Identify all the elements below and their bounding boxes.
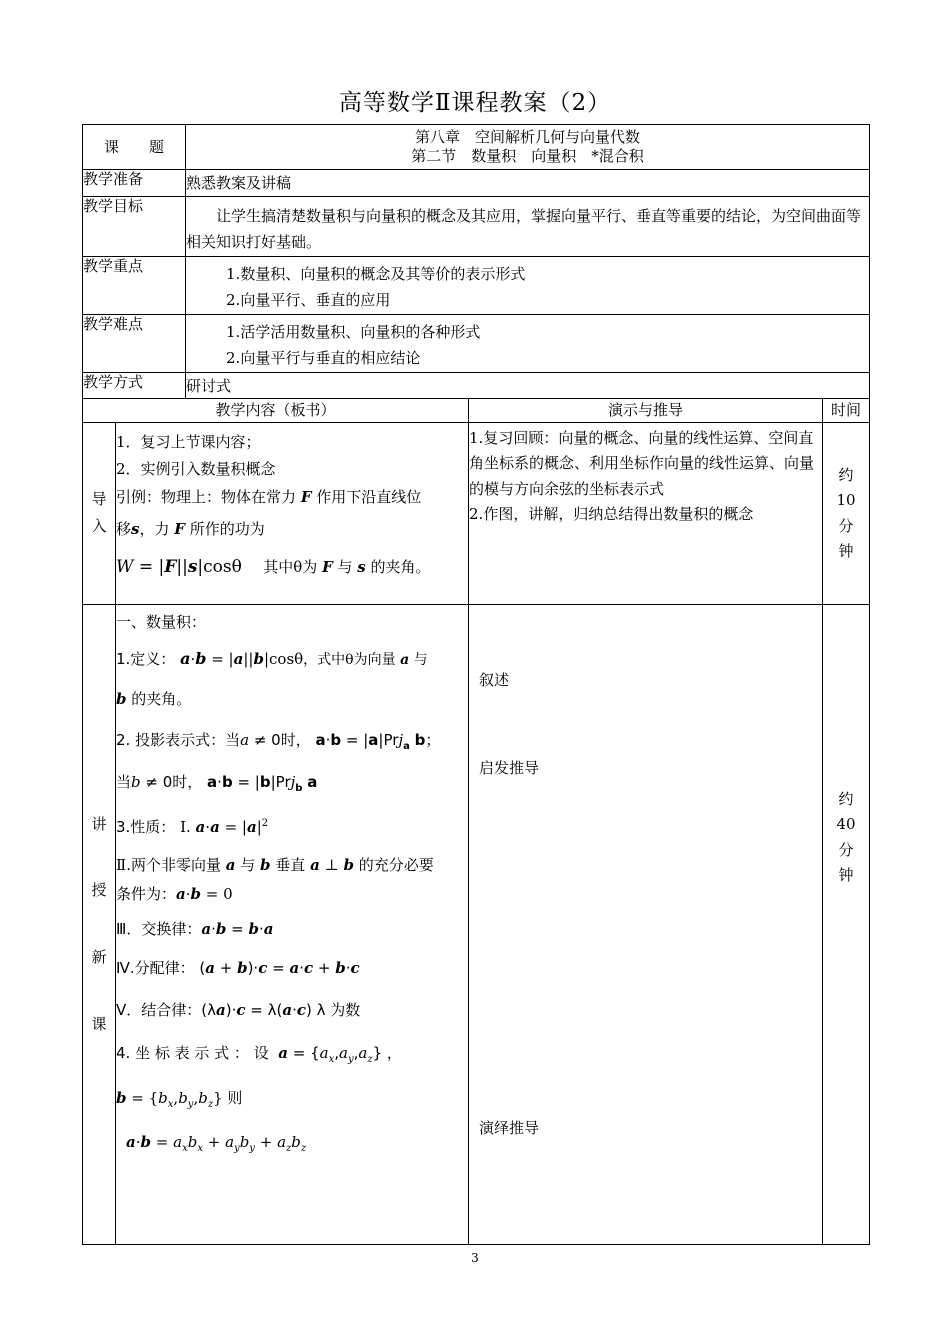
topic-label: 课 题 [83, 125, 186, 170]
key-label: 教学重点 [83, 256, 186, 314]
column-header-demo: 演示与推导 [469, 398, 823, 422]
intro-content [116, 422, 469, 604]
intro-example: 引例：物理上：物体在常力 F 作用下沿直线位 [116, 488, 422, 506]
difficulty-point-2: 2.向量平行与垂直的相应结论 [226, 348, 421, 367]
property-5: Ⅴ．结合律：(λa)·c = λ(a·c) λ 为数 [116, 1001, 361, 1020]
intro-demo-1: 1.复习回顾：向量的概念、向量的线性运算、空间直角坐标系的概念、利用坐标作向量的线性运算、向量的模与方向余弦的坐标表示式 [469, 428, 815, 498]
key-point-1: 1.数量积、向量积的概念及其等价的表示形式 [226, 264, 526, 283]
lecture-demo-3: 演绎推导 [479, 1118, 540, 1137]
example-label: 引例：物理上： [116, 488, 222, 506]
method-label: 教学方式 [83, 372, 186, 398]
intro-example-cont: 移s，力 F 所作的功为 [116, 519, 265, 538]
coordinate-line-2: $b = \{b_x,b_y,b_z\}$ 则 [116, 1088, 243, 1110]
intro-side-label: 导 入 [83, 422, 116, 604]
lesson-plan-table [82, 124, 870, 1245]
property-4: Ⅳ.分配律： (a + b)·c = a·c + b·c [116, 958, 360, 977]
coordinate-result: $a\cdot b = a_xb_x + a_yb_y + a_zb_z$ [126, 1133, 307, 1154]
projection-line-2: 当b ≠ 0时， a·b = |b|Prj$_b$ a [116, 773, 318, 794]
lecture-heading: 一、数量积： [116, 612, 207, 631]
goal-value: 让学生搞清楚数量积与向量积的概念及其应用，掌握向量平行、垂直等重要的结论，为空间曲面等相关知识打好基础。 [186, 197, 870, 257]
definition-line: 1.定义： a·b = |a||b|cosθ，式中θ为向量 a 与 [116, 649, 428, 669]
property-1: 3.性质： Ⅰ. $a\cdot a = |a|^2$ [116, 817, 269, 836]
difficulty-point-1: 1.活学活用数量积、向量积的各种形式 [226, 322, 481, 341]
column-header-time: 时间 [823, 398, 870, 422]
property-2: Ⅱ.两个非零向量 a 与 b 垂直 a ⊥ b 的充分必要 [116, 856, 434, 875]
difficulty-label: 教学难点 [83, 314, 186, 372]
page-title: 高等数学Ⅱ课程教案（2） [338, 90, 612, 116]
property-2-cond: 条件为：a·b = 0 [116, 885, 233, 903]
intro-demo [469, 422, 823, 604]
column-header-content: 教学内容（板书） [83, 398, 469, 422]
lecture-content [116, 604, 469, 1244]
difficulty-points [186, 314, 870, 372]
topic-value [186, 125, 870, 170]
intro-demo-2: 2.作图，讲解，归纳总结得出数量积的概念 [469, 505, 754, 523]
definition-note: b 的夹角。 [116, 689, 192, 708]
key-point-2: 2.向量平行、垂直的应用 [226, 290, 391, 309]
intro-line-1: 1．复习上节课内容； [116, 432, 261, 451]
work-formula: W = |F||s|cosθ 其中θ为 F 与 s 的夹角。 [116, 556, 431, 577]
key-points [186, 256, 870, 314]
lecture-demo-1: 叙述 [479, 670, 510, 689]
prep-label: 教学准备 [83, 170, 186, 197]
prep-value: 熟悉教案及讲稿 [186, 170, 870, 197]
intro-line-2: 2．实例引入数量积概念 [116, 460, 276, 479]
goal-label: 教学目标 [83, 197, 186, 257]
page-number: 3 [471, 1251, 479, 1265]
intro-time: 约 10 分 钟 [823, 422, 870, 604]
coordinate-line-1: 4. 坐 标 表 示 式 ： 设 $a = \{a_x,a_y,a_z\}$ ， [116, 1044, 402, 1065]
topic-line-2: 第二节 数量积 向量积 *混合积 [411, 147, 644, 165]
method-value: 研讨式 [186, 372, 870, 398]
topic-line-1: 第八章 空间解析几何与向量代数 [415, 128, 641, 147]
projection-line-1: 2. 投影表示式：当a ≠ 0时， a·b = |a|Prj$_a$ b； [116, 730, 441, 752]
lecture-demo-2: 启发推导 [479, 758, 540, 777]
lecture-side-label: 讲 授 新 课 [83, 604, 116, 1244]
lecture-demo [469, 604, 823, 1244]
property-3: Ⅲ．交换律：a·b = b·a [116, 919, 274, 938]
lecture-time: 约 40 分 钟 [823, 604, 870, 1244]
